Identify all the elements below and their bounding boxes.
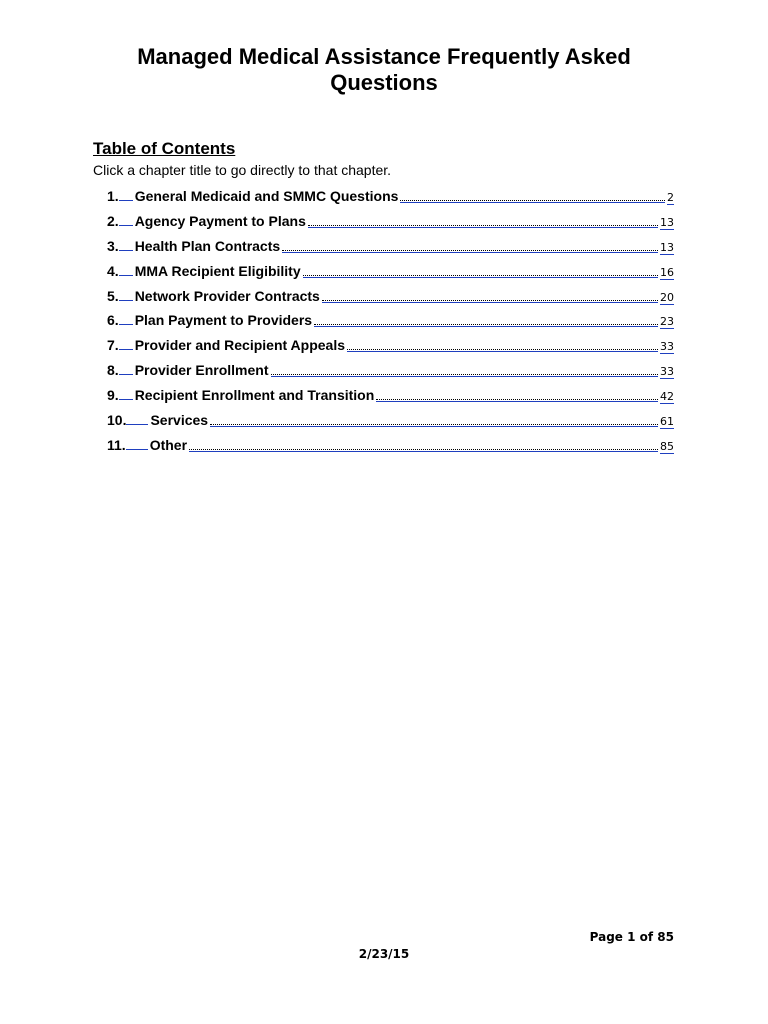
toc-tab-underline xyxy=(119,387,133,400)
toc-item-number: 11. xyxy=(107,436,126,453)
toc-item-number: 8. xyxy=(107,362,119,379)
toc-item-mma-eligibility[interactable] xyxy=(107,263,674,288)
toc-dot-leader xyxy=(189,449,658,450)
toc-item-page[interactable]: 16 xyxy=(660,265,674,279)
toc-item-title[interactable]: Plan Payment to Providers xyxy=(134,312,313,329)
toc-dot-leader xyxy=(376,399,658,400)
toc-dot-leader xyxy=(314,324,658,325)
toc-item-title[interactable]: Provider Enrollment xyxy=(134,362,269,379)
toc-item-recipient-enrollment[interactable] xyxy=(107,387,674,412)
toc-tab-underline xyxy=(119,213,133,226)
toc-tab-underline xyxy=(119,188,133,201)
toc-dot-leader xyxy=(282,250,658,251)
toc-subtitle: Click a chapter title to go directly to that chapter. xyxy=(93,162,392,178)
toc-heading: Table of Contents xyxy=(93,139,236,158)
toc-item-number: 1. xyxy=(107,188,119,204)
toc-item-title[interactable]: MMA Recipient Eligibility xyxy=(134,262,301,279)
toc-item-title[interactable]: Agency Payment to Plans xyxy=(134,212,306,229)
toc-item-provider-enrollment[interactable] xyxy=(107,362,674,387)
toc-dot-leader xyxy=(347,349,658,350)
toc-item-health-plan-contracts[interactable] xyxy=(107,238,674,263)
toc-list xyxy=(107,188,674,462)
toc-dot-leader xyxy=(400,200,665,201)
toc-item-general-medicaid[interactable] xyxy=(107,188,674,213)
toc-item-number: 10. xyxy=(107,412,127,429)
toc-item-agency-payment[interactable] xyxy=(107,213,674,238)
toc-item-page[interactable]: 2 xyxy=(667,191,674,204)
toc-item-number: 9. xyxy=(107,387,119,404)
toc-item-title[interactable]: Recipient Enrollment and Transition xyxy=(134,387,375,404)
toc-tab-underline xyxy=(119,288,133,301)
toc-tab-underline xyxy=(119,312,133,325)
page-number: Page 1 of 85 xyxy=(589,930,674,944)
toc-item-page[interactable]: 42 xyxy=(660,390,674,404)
toc-item-appeals[interactable] xyxy=(107,337,674,362)
toc-item-page[interactable]: 85 xyxy=(660,439,674,453)
toc-tab-underline xyxy=(119,238,133,251)
toc-item-page[interactable]: 13 xyxy=(660,240,674,254)
toc-item-page[interactable]: 23 xyxy=(660,315,674,329)
toc-dot-leader xyxy=(303,275,658,276)
toc-item-services[interactable] xyxy=(107,412,674,437)
toc-item-number: 2. xyxy=(107,212,119,229)
toc-item-number: 7. xyxy=(107,337,119,354)
toc-item-title[interactable]: Health Plan Contracts xyxy=(134,237,281,254)
toc-dot-leader xyxy=(322,300,658,301)
toc-item-title[interactable]: Other xyxy=(149,436,188,453)
toc-dot-leader xyxy=(308,225,658,226)
toc-dot-leader xyxy=(210,424,658,425)
toc-tab-underline xyxy=(119,337,133,350)
toc-item-number: 6. xyxy=(107,312,119,329)
toc-item-title[interactable]: General Medicaid and SMMC Questions xyxy=(134,188,399,204)
document-title: Managed Medical Assistance Frequently Asked Questions xyxy=(137,44,631,95)
toc-item-number: 5. xyxy=(107,287,119,304)
toc-item-title[interactable]: Provider and Recipient Appeals xyxy=(134,337,346,354)
toc-item-number: 3. xyxy=(107,237,119,254)
toc-item-page[interactable]: 61 xyxy=(660,415,674,429)
toc-item-title[interactable]: Network Provider Contracts xyxy=(134,287,320,304)
toc-tab-underline xyxy=(119,263,133,276)
toc-item-number: 4. xyxy=(107,262,119,279)
toc-item-plan-payment[interactable] xyxy=(107,312,674,337)
toc-item-page[interactable]: 13 xyxy=(660,215,674,229)
toc-item-network-provider-contracts[interactable] xyxy=(107,288,674,313)
toc-item-page[interactable]: 20 xyxy=(660,290,674,304)
toc-item-page[interactable]: 33 xyxy=(660,340,674,354)
toc-tab-underline xyxy=(126,437,148,450)
toc-tab-underline xyxy=(119,362,133,375)
toc-tab-underline xyxy=(126,412,148,425)
toc-item-other[interactable] xyxy=(107,437,674,462)
toc-item-title[interactable]: Services xyxy=(150,412,209,429)
toc-dot-leader xyxy=(271,374,659,375)
toc-item-page[interactable]: 33 xyxy=(660,365,674,379)
footer-date: 2/23/15 xyxy=(358,947,410,961)
